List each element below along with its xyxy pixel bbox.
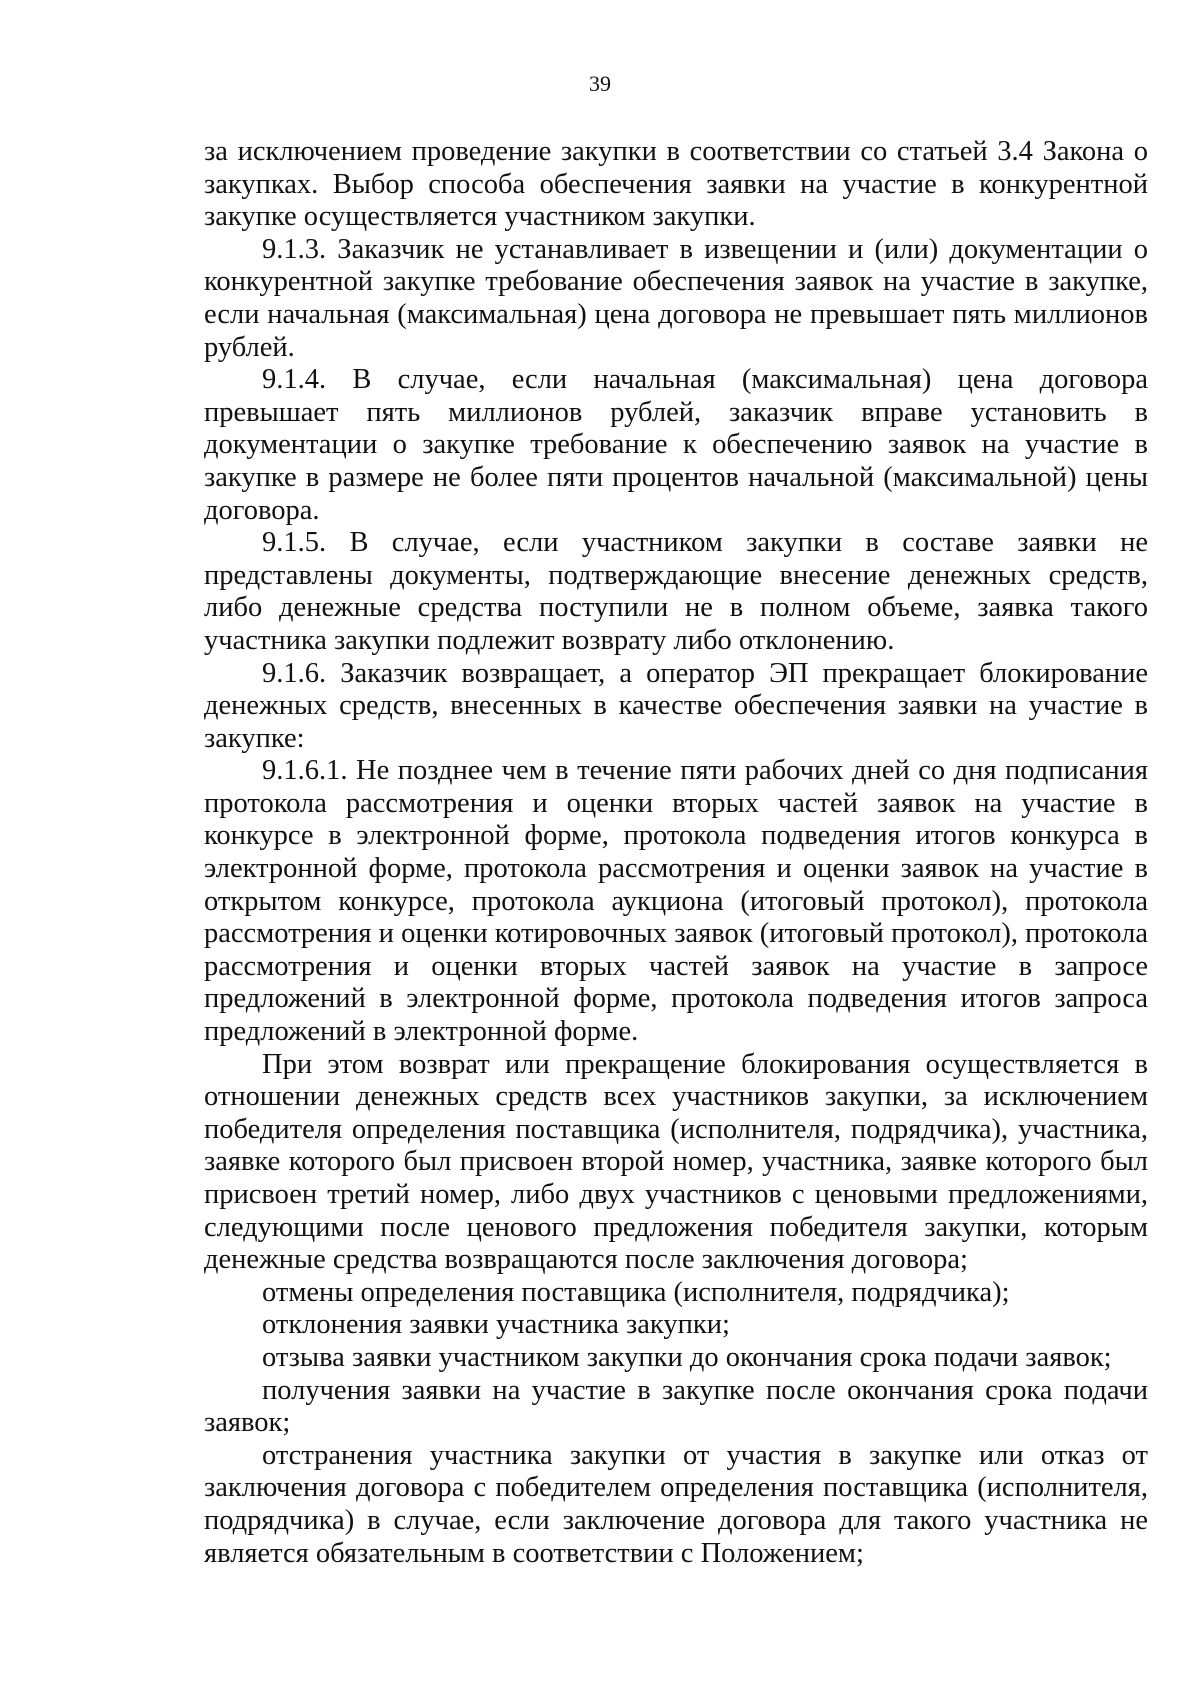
list-item-suspension: отстранения участника закупки от участия в закупке или отказ от заключения договора с победителем определения поставщика (исполнителя, подрядчика) в случае, если заключение договора для такого участника не является обязательным в соответствии с Положением;	[204, 1439, 1148, 1569]
list-item-rejection: отклонения заявки участника закупки;	[262, 1309, 730, 1341]
paragraph-9-1-4: 9.1.4. В случае, если начальная (максимальная) цена договора превышает пять миллионов рублей, заказчик вправе установить в документации о закупке требование к обеспечению заявок на участие в закупке в размере не более пяти процентов начальной (максимальной) цены договора.	[204, 364, 1148, 526]
paragraph-continuation: за исключением проведение закупки в соответствии со статьей 3.4 Закона о закупках. Выбор способа обеспечения заявки на участие в конкурентной закупке осуществляется участником закупки.	[204, 136, 1148, 233]
list-item-late-submission: получения заявки на участие в закупке после окончания срока подачи заявок;	[204, 1374, 1148, 1439]
paragraph-9-1-6-1: 9.1.6.1. Не позднее чем в течение пяти рабочих дней со дня подписания протокола рассмотрения и оценки вторых частей заявок на участие в конкурсе в электронной форме, протокола подведения итогов конкурса в электронной форме, протокола рассмотрения и оценки заявок на участие в открытом конкурсе, протокола аукциона (итоговый протокол), протокола рассмотрения и оценки котировочных заявок (итоговый протокол), протокола рассмотрения и оценки вторых частей заявок на участие в запросе предложений в электронной форме, протокола подведения итогов запроса предложений в электронной форме.	[204, 755, 1148, 1048]
paragraph-return-conditions: При этом возврат или прекращение блокирования осуществляется в отношении денежных средств всех участников закупки, за исключением победителя определения поставщика (исполнителя, подрядчика), участника, заявке которого был присвоен второй номер, участника, заявке которого был присвоен третий номер, либо двух участников с ценовыми предложениями, следующими после ценового предложения победителя закупки, которым денежные средства возвращаются после заключения договора;	[204, 1048, 1148, 1276]
list-item-withdrawal: отзыва заявки участником закупки до окончания срока подачи заявок;	[262, 1341, 1112, 1373]
page-number: 39	[589, 71, 611, 96]
document-body	[204, 136, 1148, 1570]
list-item-cancellation: отмены определения поставщика (исполнителя, подрядчика);	[262, 1276, 1010, 1308]
paragraph-9-1-5: 9.1.5. В случае, если участником закупки в составе заявки не представлены документы, подтверждающие внесение денежных средств, либо денежные средства поступили не в полном объеме, заявка такого участника закупки подлежит возврату либо отклонению.	[204, 527, 1148, 656]
paragraph-9-1-6: 9.1.6. Заказчик возвращает, а оператор ЭП прекращает блокирование денежных средств, внесенных в качестве обеспечения заявки на участие в закупке:	[204, 657, 1148, 754]
paragraph-9-1-3: 9.1.3. Заказчик не устанавливает в извещении и (или) документации о конкурентной закупке требование обеспечения заявок на участие в закупке, если начальная (максимальная) цена договора не превышает пять миллионов рублей.	[204, 233, 1148, 363]
